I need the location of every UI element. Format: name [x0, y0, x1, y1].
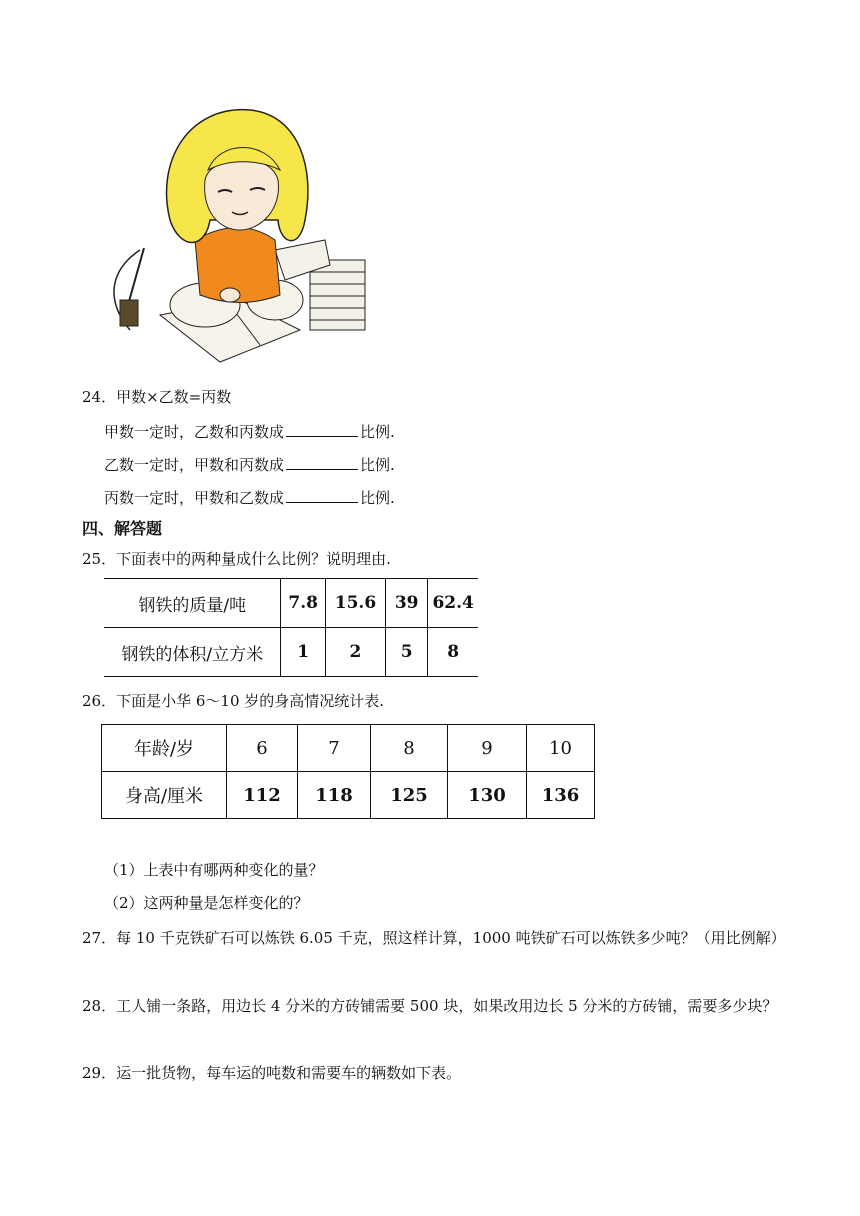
girl-reading-illustration	[100, 100, 380, 370]
table-row	[102, 772, 595, 819]
table-cell: 62.4	[428, 579, 478, 628]
q26-sub1: （1）上表中有哪两种变化的量？	[104, 861, 324, 879]
table-cell: 2	[325, 628, 385, 677]
table-cell: 10	[527, 725, 595, 772]
table-cell: 9	[448, 725, 527, 772]
table-cell: 8	[447, 642, 460, 662]
row-label: 身高/厘米	[102, 772, 227, 819]
q24-line-2-suffix: 比例.	[360, 456, 395, 474]
q24-line-3-suffix: 比例.	[360, 489, 395, 507]
table-row	[104, 628, 478, 677]
q26-table	[101, 724, 595, 819]
q24-stem: 24．甲数×乙数=丙数	[82, 388, 232, 406]
q25-stem: 25．下面表中的两种量成什么比例？说明理由.	[82, 550, 391, 568]
row-label: 钢铁的质量/吨	[104, 579, 281, 628]
q29-stem: 29．运一批货物，每车运的吨数和需要车的辆数如下表。	[82, 1064, 462, 1082]
q26-sub2: （2）这两种量是怎样变化的？	[104, 894, 309, 912]
table-cell: 136	[527, 772, 595, 819]
q24-line-2	[104, 454, 395, 475]
table-cell: 39	[386, 579, 428, 628]
table-cell: 1	[281, 628, 325, 677]
table-row	[104, 579, 478, 628]
row-label: 年龄/岁	[102, 725, 227, 772]
q25-table	[104, 578, 478, 677]
table-cell: 7.8	[281, 579, 325, 628]
q24-line-1-suffix: 比例.	[360, 423, 395, 441]
q28-stem: 28．工人铺一条路，用边长 4 分米的方砖铺需要 500 块，如果改用边长 5 分米的方砖铺，需要多少块？	[82, 997, 778, 1015]
table-cell: 112	[227, 772, 298, 819]
table-cell: 15.6	[325, 579, 385, 628]
q24-line-3	[104, 487, 395, 508]
table-cell: 7	[298, 725, 371, 772]
q24-line-1	[104, 421, 395, 442]
answer-blank[interactable]	[286, 422, 358, 437]
q24-line-2-text: 乙数一定时，甲数和丙数成	[104, 456, 285, 474]
q27-stem: 27．每 10 千克铁矿石可以炼铁 6.05 千克，照这样计算，1000 吨铁矿石可以炼铁多少吨？（用比例解）	[82, 929, 786, 947]
table-cell: 8	[371, 725, 448, 772]
section-title: 四、解答题	[82, 519, 163, 538]
table-cell: 5	[386, 628, 428, 677]
answer-blank[interactable]	[286, 488, 358, 503]
table-cell: 125	[371, 772, 448, 819]
table-cell: 130	[448, 772, 527, 819]
answer-blank[interactable]	[286, 455, 358, 470]
q26-stem: 26．下面是小华 6～10 岁的身高情况统计表.	[82, 692, 385, 710]
table-cell: 118	[298, 772, 371, 819]
row-label: 钢铁的体积/立方米	[104, 628, 281, 677]
table-row	[102, 725, 595, 772]
q24-line-3-text: 丙数一定时，甲数和乙数成	[104, 489, 285, 507]
q24-line-1-text: 甲数一定时，乙数和丙数成	[104, 423, 285, 441]
table-cell: 6	[227, 725, 298, 772]
